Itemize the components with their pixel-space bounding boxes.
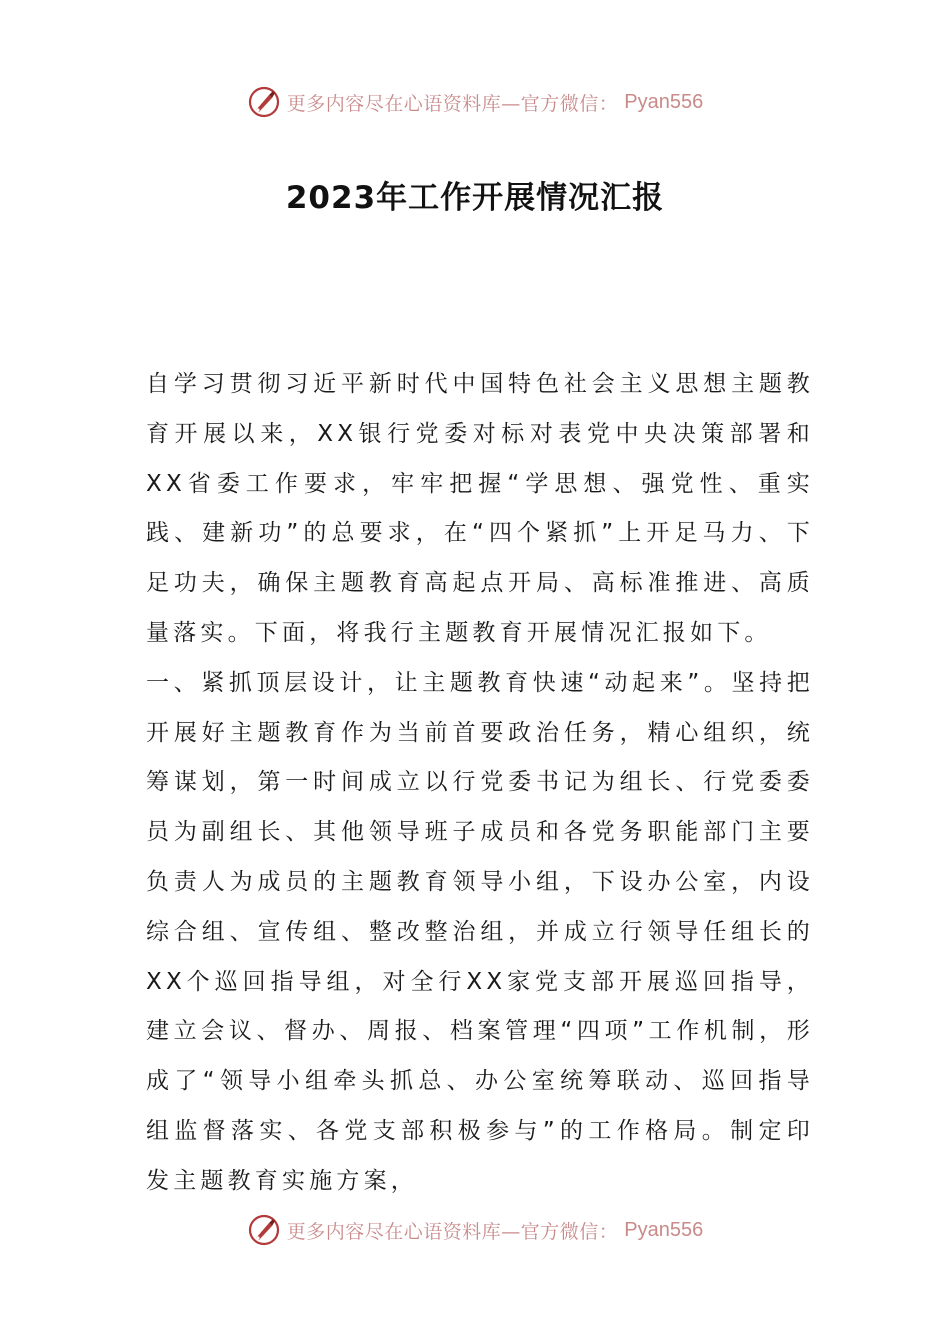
watermark-wechat-id: Pyan556	[624, 1218, 704, 1241]
watermark-text: 更多内容尽在心语资料库—官方微信：	[286, 92, 619, 115]
header-watermark	[0, 82, 950, 122]
paragraph-intro: 自学习贯彻习近平新时代中国特色社会主义思想主题教育开展以来，XX银行党委对标对表党中央决策部署和XX省委工作要求，牢牢把握“学思想、强党性、重实践、建新功”的总要求，在“四个紧抓”上开足马力、下足功夫，确保主题教育高起点开局、高标准推进、高质量落实。下面，将我行主题教育开展情况汇报如下。	[146, 371, 814, 646]
pen-nib-logo-icon	[247, 1213, 281, 1247]
watermark-wechat-id: Pyan556	[624, 90, 704, 113]
watermark-text: 更多内容尽在心语资料库—官方微信：	[286, 1220, 619, 1243]
paragraph-section-1: 一、紧抓顶层设计，让主题教育快速“动起来”。坚持把开展好主题教育作为当前首要政治任务，精心组织，统筹谋划，第一时间成立以行党委书记为组长、行党委委员为副组长、其他领导班子成员和各党务职能部门主要负责人为成员的主题教育领导小组，下设办公室，内设综合组、宣传组、整改整治组，并成立行领导任组长的XX个巡回指导组，对全行XX家党支部开展巡回指导，建立会议、督办、周报、档案管理“四项”工作机制，形成了“领导小组牵头抓总、办公室统筹联动、巡回指导组监督落实、各党支部积极参与”的工作格局。制定印发主题教育实施方案，	[146, 669, 814, 1194]
pen-nib-logo-icon	[247, 85, 281, 119]
document-title: 2023年工作开展情况汇报	[285, 180, 665, 216]
footer-watermark	[0, 1210, 950, 1250]
document-body	[146, 360, 814, 1207]
